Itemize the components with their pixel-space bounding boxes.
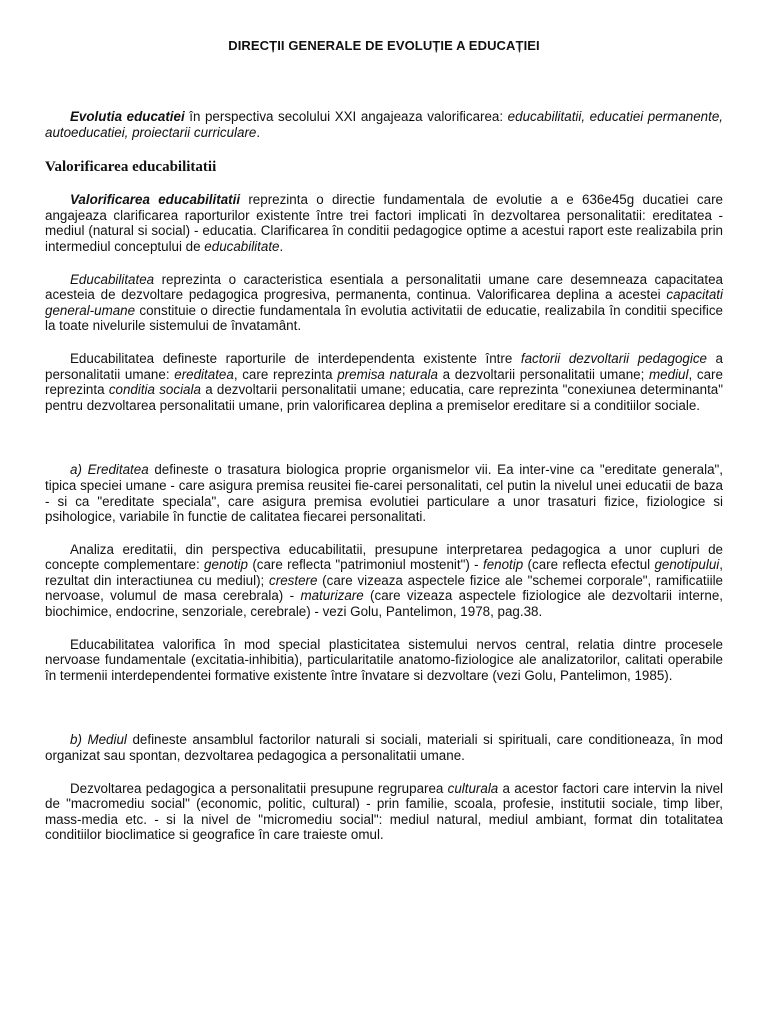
text-span: defineste ansamblul factorilor naturali si sociali, materiali si spirituali, care conditioneaza, în mod organizat sau spontan, dezvoltarea pedagogica a personalitatii umane. <box>45 732 723 764</box>
text-span: . <box>279 238 284 254</box>
text-span: în perspectiva secolului XXI angajeaza valorificarea: <box>184 109 508 124</box>
paragraph-ereditatea <box>45 462 723 524</box>
paragraph-educabilitatea <box>45 272 723 334</box>
emphasis-span: educabilitatii, educatiei permanente, autoeducatiei, proiectarii curriculare <box>45 109 723 140</box>
text-span: (care vizeaza aspectele fiziologice ale dezvoltarii interne, biochimice, endocrine, senzoriale, cerebrale) - vezi Golu, Pantelimon, 1978, pag.38. <box>45 588 723 620</box>
text-span: a acestor factori care intervin la nivel de "macromediu social" (economic, politic, cultural) - prin familie, scoala, profesie, institutii sociale, timp liber, mass-media etc. - si la nivel de "micromediu social": mediul natural, mediul ambiant, format din totalitatea conditiilor bioclimatice si geografice în care traieste omul. <box>45 780 723 843</box>
emphasis-span: crestere <box>269 572 318 588</box>
text-span: a personalitatii umane: <box>45 350 723 382</box>
emphasis-span: maturizare <box>300 588 364 604</box>
emphasis-span: b) Mediul <box>70 732 127 748</box>
emphasis-span: ereditatea <box>174 366 234 382</box>
text-span: Analiza ereditatii, din perspectiva educabilitatii, presupune interpretarea pedagogica a unor cupluri de concepte complementare: <box>45 541 723 573</box>
emphasis-span: Educabilitatea <box>70 271 155 287</box>
emphasis-span: mediul <box>649 366 689 382</box>
text-span: (care reflecta "patrimoniul mostenit") - <box>247 557 483 573</box>
paragraph-dezvoltarea <box>45 781 723 843</box>
page-title: DIRECȚII GENERALE DE EVOLUȚIE A EDUCAȚIEI <box>228 38 540 53</box>
text-span: a dezvoltarii personalitatii umane; educatia, care reprezinta "conexiunea determinanta" pentru dezvoltarea personalitatii umane, prin valorificarea deplina a premiselor ereditare si a conditiilor sociale. <box>45 382 723 413</box>
text-span: , care reprezinta <box>233 366 338 382</box>
text-span: Dezvoltarea pedagogica a personalitatii presupune regruparea <box>70 780 448 796</box>
text-span: . <box>256 124 261 140</box>
paragraph-plasticitatea <box>45 637 723 684</box>
emphasis-span: educabilitate <box>204 238 280 254</box>
emphasis-span: a) Ereditatea <box>70 462 149 478</box>
text-span: (care reflecta efectul <box>523 557 655 573</box>
paragraph-raporturi <box>45 351 723 413</box>
text-span: Educabilitatea valorifica în mod special plasticitatea sistemului nervos central, relatia dintre procesele nervoase fundamentale (excitatia-inhibitia), particularitatile anatomo-fiziologice ale analizatorilor, calitati operabile în termenii interdependentei formative existente între învatare si dezvoltare (vezi Golu, Pantelimon, 1985). <box>45 636 723 683</box>
emphasis-span: premisa naturala <box>337 366 438 382</box>
emphasis-span: factorii dezvoltarii pedagogice <box>520 350 707 366</box>
paragraph-mediul <box>45 732 723 763</box>
text-span: , care reprezinta <box>45 366 723 398</box>
emphasis-span: fenotip <box>483 557 524 573</box>
text-span: defineste o trasatura biologica proprie organismelor vii. Ea inter-vine ca "ereditate generala", tipica speciei umane - care asigura premisa reusitei fie-carei personalitati, cel putin la nivelul unei educatii de baza - si ca "ereditate speciala", care asigura premisa evolutiei particulare a unor trasaturi fizice, fiziologice si psihologice, variabile în functie de calitatea fiecarei personalitati. <box>45 462 724 525</box>
emphasis-span: capacitati general-umane <box>45 287 723 318</box>
emphasis-span: conditia sociala <box>108 382 201 398</box>
text-span: Educabilitatea defineste raporturile de interdependenta existente între <box>70 350 521 366</box>
paragraph-valorificarea <box>45 192 723 254</box>
text-span: reprezinta o directie fundamentala de evolutie a e 636e45g ducatiei care angajeaza clarificarea raporturilor existente între trei factori implicati în dezvoltarea personalitatii: ereditatea - mediul (natural si social) - educatia. Clarificarea în conditii pedagogice optime a acestui raport este realizabila prin intermediul conceptului de <box>45 192 723 254</box>
paragraph-intro <box>45 109 723 140</box>
text-span: , rezultat din interactiunea cu mediul); <box>45 557 723 588</box>
paragraph-analiza-ereditatii <box>45 542 723 620</box>
text-span: constituie o directie fundamentala în evolutia activitatii de educatie, realizabila în conditii specifice la toate nivelurile sistemului de învatamânt. <box>45 302 723 334</box>
emphasis-span: genotipului <box>654 557 720 573</box>
term-valorificarea: Valorificarea educabilitatii <box>70 192 241 208</box>
text-span: (care vizeaza aspectele fizice ale "schemei corporale", ramificatiile nervoase, volumul de masa cerebrala) - <box>45 572 724 604</box>
emphasis-span: genotip <box>204 557 248 573</box>
emphasis-span: culturala <box>447 780 499 796</box>
text-span: reprezinta o caracteristica esentiala a personalitatii umane care desemneaza capacitatea acesteia de dezvoltare pedagogica progresiva, permanenta, continua. Valorificarea deplina a acestei <box>45 271 723 303</box>
section-heading: Valorificarea educabilitatii <box>45 159 217 176</box>
text-span: a dezvoltarii personalitatii umane; <box>437 366 650 382</box>
term-evolutia-educatiei: Evolutia educatiei <box>70 109 185 124</box>
